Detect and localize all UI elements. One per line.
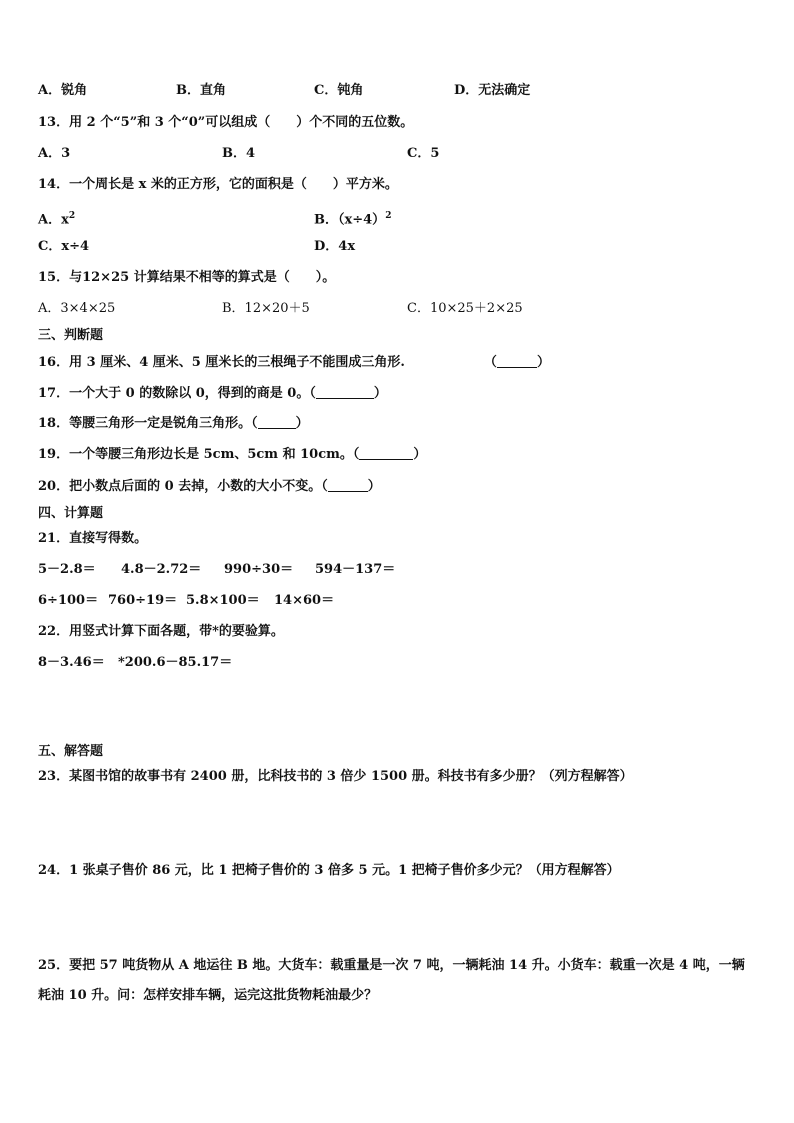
q22-item: *200.6－85.17＝ xyxy=(118,655,233,670)
q21-row1-item: 5－2.8＝ xyxy=(38,562,96,577)
q18 xyxy=(38,415,309,433)
q13-option-c: C．5 xyxy=(407,146,440,161)
q19-paren-close: ） xyxy=(413,447,427,462)
q19-answer-blank[interactable] xyxy=(359,446,413,460)
q16 xyxy=(38,354,550,372)
q15-stem: 15．与12×25 计算结果不相等的算式是（ ）。 xyxy=(38,270,336,285)
q14-option-a-exponent: 2 xyxy=(68,211,76,221)
q21-row2-item: 760÷19＝ xyxy=(108,593,178,608)
q17-paren-close: ） xyxy=(373,386,387,401)
q24-text: 24．1 张桌子售价 86 元，比 1 把椅子售价的 3 倍多 5 元。1 把椅子售价多少元？（用方程解答） xyxy=(38,863,620,878)
section-5-title: 五、解答题 xyxy=(38,744,104,759)
q14-option-d: D．4x xyxy=(314,239,356,254)
q20-text: 20．把小数点后面的 0 去掉，小数的大小不变。（ xyxy=(38,479,328,494)
q16-paren-open: （ xyxy=(483,355,497,370)
q14-option-b-label: B．（x÷4） xyxy=(314,212,386,228)
section-4-title: 四、计算题 xyxy=(38,506,104,521)
q22-stem: 22．用竖式计算下面各题，带*的要验算。 xyxy=(38,624,284,639)
q20 xyxy=(38,478,381,496)
q19 xyxy=(38,446,426,464)
q25-line1: 25．要把 57 吨货物从 A 地运往 B 地。大货车：载重量是一次 7 吨，一辆耗油 14 升。小货车：载重一次是 4 吨，一辆 xyxy=(38,958,745,973)
section-3-title: 三、判断题 xyxy=(38,328,104,343)
q14-option-b-exponent: 2 xyxy=(385,211,392,221)
q18-text: 18．等腰三角形一定是锐角三角形。（ xyxy=(38,416,258,431)
q21-row2-item: 14×60＝ xyxy=(274,593,335,608)
q18-paren-close: ） xyxy=(295,416,309,431)
q15-option-a: A．3×4×25 xyxy=(38,301,116,316)
q16-text: 16．用 3 厘米、4 厘米、5 厘米长的三根绳子不能围成三角形. xyxy=(38,355,405,370)
q13-option-b: B．4 xyxy=(222,146,256,161)
q22-item: 8－3.46＝ xyxy=(38,655,105,670)
q13-option-a: A．3 xyxy=(38,146,71,161)
q20-paren-close: ） xyxy=(367,479,381,494)
q20-answer-blank[interactable] xyxy=(328,478,368,492)
q21-row2-item: 6÷100＝ xyxy=(38,593,99,608)
q14-stem: 14．一个周长是 x 米的正方形，它的面积是（ ）平方米。 xyxy=(38,177,398,192)
q15-option-b: B．12×20＋5 xyxy=(222,301,310,316)
q21-stem: 21．直接写得数。 xyxy=(38,531,148,546)
q13-stem: 13．用 2 个“5”和 3 个“0”可以组成（ ）个不同的五位数。 xyxy=(38,115,414,130)
q12-option-c: C．钝角 xyxy=(314,83,364,98)
q21-row1-item: 594－137＝ xyxy=(315,562,396,577)
q14-option-b xyxy=(314,207,391,229)
q12-option-a: A．锐角 xyxy=(38,83,88,98)
q12-option-d: D．无法确定 xyxy=(454,83,531,98)
q16-answer-blank[interactable] xyxy=(497,354,537,368)
q19-text: 19．一个等腰三角形边长是 5cm、5cm 和 10cm。（ xyxy=(38,447,360,462)
q14-option-a-label: A．x xyxy=(38,212,69,228)
q14-option-a xyxy=(38,207,75,229)
q21-row2-item: 5.8×100＝ xyxy=(186,593,260,608)
q17-text: 17．一个大于 0 的数除以 0，得到的商是 0。（ xyxy=(38,386,316,401)
q23-text: 23．某图书馆的故事书有 2400 册，比科技书的 3 倍少 1500 册。科技书有多少册？（列方程解答） xyxy=(38,769,633,784)
q17 xyxy=(38,385,387,403)
q15-option-c: C．10×25＋2×25 xyxy=(407,301,523,316)
q21-row1-item: 990÷30＝ xyxy=(224,562,294,577)
q14-option-c: C．x÷4 xyxy=(38,239,90,254)
q16-paren-close: ） xyxy=(536,355,550,370)
q12-option-b: B．直角 xyxy=(176,83,226,98)
q25-line2: 耗油 10 升。问：怎样安排车辆，运完这批货物耗油最少？ xyxy=(38,988,378,1003)
q17-answer-blank[interactable] xyxy=(316,385,374,399)
q21-row1-item: 4.8－2.72＝ xyxy=(121,562,202,577)
q18-answer-blank[interactable] xyxy=(258,415,296,429)
